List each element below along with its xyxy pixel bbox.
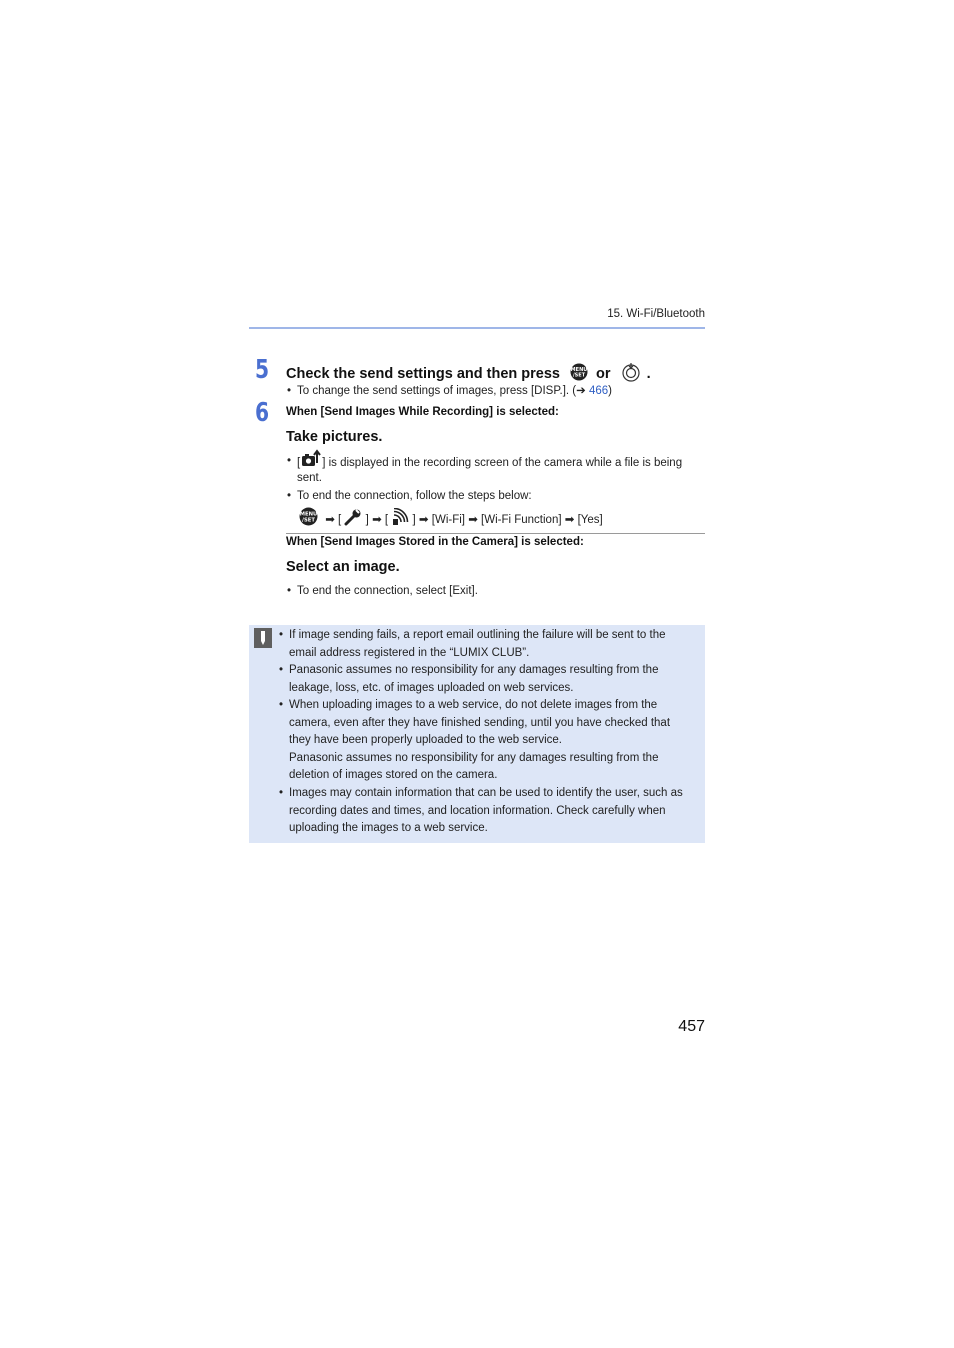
path-wifi-function: [Wi-Fi Function] (481, 514, 562, 527)
note-item-1 (279, 627, 703, 662)
step-6-bullet-2-text: To end the connection, follow the steps below: (297, 490, 532, 502)
bullet-dot: • (279, 787, 284, 799)
path-arrow: ➡ (418, 514, 429, 527)
note-3-line-3: they have been properly uploaded to the web service. (289, 734, 562, 746)
svg-text:MENU: MENU (570, 367, 588, 373)
note-item-4 (279, 785, 703, 838)
bullet-dot: • (287, 455, 292, 467)
path-bracket-open: [ (338, 514, 342, 527)
memo-icon (254, 628, 272, 653)
step-6-bullet-3 (287, 583, 707, 600)
step-5-bullet-after: ) (608, 385, 613, 397)
note-3-line-5: deletion of images stored on the camera. (289, 769, 498, 781)
note-3-line-2: camera, even after they have finished sending, until you have checked that (289, 716, 671, 729)
header-rule (249, 327, 705, 329)
note-3-line-4: Panasonic assumes no responsibility for any damages resulting from the (289, 751, 659, 764)
step-number-5: 5 (255, 355, 270, 385)
path-yes: [Yes] (577, 514, 603, 527)
condition-recording: When [Send Images While Recording] is selected: (286, 406, 559, 418)
step-6-bullet-1 (287, 453, 707, 487)
svg-text:/SET: /SET (302, 517, 315, 524)
path-arrow: ➡ (325, 514, 335, 527)
path-bracket-close: ] (365, 514, 369, 527)
step-6-bullet-1-text: ] is displayed in the recording screen of the camera while a file is being (322, 456, 683, 469)
send-image-status-icon (301, 449, 321, 473)
note-4-line-3: uploading the images to a web service. (289, 822, 488, 834)
note-2-line-1: Panasonic assumes no responsibility for any damages resulting from the (289, 664, 659, 676)
take-pictures-heading: Take pictures. (286, 429, 383, 445)
step-6-bullet-1-line2: sent. (297, 472, 322, 484)
page-link-466[interactable]: 466 (588, 385, 609, 397)
step-5-period: . (646, 365, 651, 382)
note-item-3 (279, 697, 703, 785)
bullet-dot: • (279, 699, 284, 711)
bullet-dot: • (279, 664, 284, 676)
section-divider (286, 533, 705, 534)
bullet-dot: • (287, 585, 292, 597)
bracket-open: [ (297, 456, 301, 469)
step-5-or: or (596, 365, 611, 382)
note-3-line-1: When uploading images to a web service, do not delete images from the (289, 699, 658, 711)
note-1-line-1: If image sending fails, a report email outlining the failure will be sent to the (289, 629, 666, 641)
step-5-bullet (287, 383, 707, 400)
section-label: 15. Wi-Fi/Bluetooth (607, 308, 705, 320)
step-6-bullet-1-line1 (297, 453, 682, 473)
bullet-dot: • (287, 385, 292, 397)
step-5-bullet-before: To change the send settings of images, press [DISP.]. ( (297, 385, 577, 397)
note-item-2 (279, 662, 703, 697)
step-6-bullet-2 (287, 488, 707, 505)
note-4-line-2: recording dates and times, and location information. Check carefully when (289, 804, 666, 817)
bullet-dot: • (279, 629, 284, 641)
step-5-title-text: Check the send settings and then press (286, 365, 560, 382)
path-bracket-open: [ (384, 514, 389, 527)
wifi-icon (391, 508, 409, 533)
page-number: 457 (678, 1018, 705, 1035)
bullet-dot: • (287, 490, 292, 502)
path-bracket-close: ] (412, 514, 416, 527)
menu-path (299, 507, 603, 527)
path-arrow: ➡ (468, 514, 478, 527)
path-arrow: ➡ (372, 514, 382, 527)
reference-arrow: ➔ (576, 385, 586, 397)
note-2-line-2: leakage, loss, etc. of images uploaded on web services. (289, 681, 574, 694)
svg-text:/SET: /SET (572, 372, 586, 379)
select-image-heading: Select an image. (286, 559, 400, 575)
wrench-icon (344, 508, 362, 533)
step-6-bullet-3-text: To end the connection, select [Exit]. (297, 585, 478, 597)
step-5-bullet-text (297, 383, 612, 400)
note-box (249, 625, 705, 843)
menu-set-button-icon (299, 507, 318, 533)
note-1-line-2: email address registered in the “LUMIX CLUB”. (289, 646, 530, 659)
step-number-6: 6 (255, 398, 270, 428)
note-4-line-1: Images may contain information that can be used to identify the user, such as (289, 787, 683, 799)
path-arrow: ➡ (564, 514, 575, 527)
path-wifi: [Wi-Fi] (431, 514, 465, 527)
menu-set-button-icon (570, 363, 588, 385)
condition-stored: When [Send Images Stored in the Camera] is selected: (286, 536, 584, 548)
svg-text:MENU: MENU (299, 511, 318, 518)
